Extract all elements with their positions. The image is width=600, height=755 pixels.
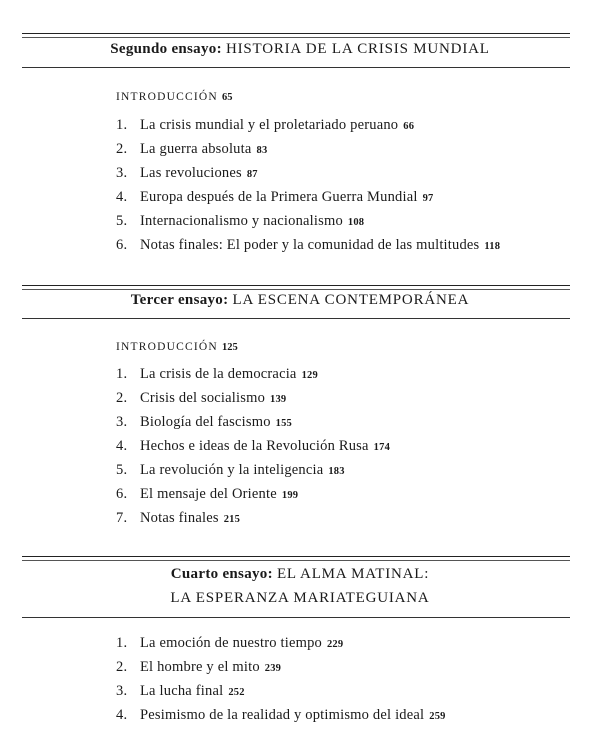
toc-entry xyxy=(116,237,500,254)
toc-entry xyxy=(116,189,433,206)
section-label: Tercer ensayo: xyxy=(130,292,229,308)
toc-number: 2. xyxy=(116,390,128,406)
toc-entry xyxy=(116,165,258,182)
section-bottom-rule xyxy=(22,318,570,319)
toc-entry xyxy=(116,438,390,455)
section-title: HISTORIA DE LA CRISIS MUNDIAL xyxy=(225,41,490,57)
toc-title: Las revoluciones xyxy=(140,165,242,181)
toc-title: Notas finales xyxy=(140,510,219,526)
toc-title: La guerra absoluta xyxy=(140,141,252,157)
intro-entry xyxy=(116,341,238,353)
toc-page: 83 xyxy=(256,145,268,156)
toc-page: 229 xyxy=(326,639,344,650)
toc-number: 5. xyxy=(116,462,128,478)
toc-entry xyxy=(116,117,414,134)
toc-page: 87 xyxy=(246,169,258,180)
toc-number: 7. xyxy=(116,510,128,526)
toc-page: 97 xyxy=(422,193,434,204)
toc-title: Europa después de la Primera Guerra Mundial xyxy=(140,189,418,205)
toc-title: Biología del fascismo xyxy=(140,414,271,430)
toc-number: 2. xyxy=(116,659,128,675)
toc-title: Crisis del socialismo xyxy=(140,390,266,406)
toc-title: Hechos e ideas de la Revolución Rusa xyxy=(140,438,369,454)
toc-title: La emoción de nuestro tiempo xyxy=(140,635,322,651)
toc-title: La crisis mundial y el proletariado peruano xyxy=(140,117,399,133)
toc-entry xyxy=(116,486,298,503)
intro-label: INTRODUCCIÓN xyxy=(116,341,218,353)
section-title-line2: LA ESPERANZA MARIATEGUIANA xyxy=(170,590,430,606)
toc-title: Pesimismo de la realidad y optimismo del ideal xyxy=(140,707,425,723)
toc-number: 4. xyxy=(116,438,128,454)
toc-page: 118 xyxy=(484,241,501,252)
toc-page: 139 xyxy=(270,394,287,405)
section-top-rule xyxy=(22,285,570,286)
section-top-rule xyxy=(22,556,570,557)
section-title: EL ALMA MATINAL: xyxy=(276,566,430,582)
section-heading xyxy=(0,566,600,583)
toc-title: La lucha final xyxy=(140,683,224,699)
section-heading xyxy=(0,41,600,58)
toc-title: El hombre y el mito xyxy=(140,659,260,675)
toc-number: 5. xyxy=(116,213,128,229)
toc-title: Internacionalismo y nacionalismo xyxy=(140,213,343,229)
toc-entry xyxy=(116,366,318,383)
toc-number: 6. xyxy=(116,237,128,253)
intro-page: 125 xyxy=(221,342,238,353)
toc-title: La revolución y la inteligencia xyxy=(140,462,324,478)
toc-page: 129 xyxy=(301,370,318,381)
toc-title: La crisis de la democracia xyxy=(140,366,297,382)
toc-entry xyxy=(116,213,364,230)
section-bottom-rule xyxy=(22,617,570,618)
toc-page: 66 xyxy=(403,121,415,132)
toc-page: 108 xyxy=(347,217,365,228)
toc-page: 252 xyxy=(228,687,245,698)
toc-entry xyxy=(116,707,446,724)
toc-number: 4. xyxy=(116,707,128,723)
section-bottom-rule xyxy=(22,67,570,68)
section-top-rule xyxy=(22,33,570,34)
toc-page: 155 xyxy=(275,418,293,429)
toc-number: 3. xyxy=(116,414,128,430)
section-heading xyxy=(0,292,600,309)
section-title: LA ESCENA CONTEMPORÁNEA xyxy=(232,292,470,308)
toc-number: 1. xyxy=(116,635,128,651)
toc-entry xyxy=(116,659,281,676)
toc-entry xyxy=(116,683,245,700)
toc-number: 4. xyxy=(116,189,128,205)
section-subheading xyxy=(0,590,600,607)
section-label: Segundo ensayo: xyxy=(110,41,222,57)
toc-title: Notas finales: El poder y la comunidad de las multitudes xyxy=(140,237,480,253)
toc-entry xyxy=(116,414,292,431)
toc-page: 199 xyxy=(281,490,299,501)
intro-entry xyxy=(116,91,232,103)
toc-title: El mensaje del Oriente xyxy=(140,486,277,502)
toc-entry xyxy=(116,141,267,158)
toc-number: 1. xyxy=(116,366,128,382)
toc-number: 3. xyxy=(116,165,128,181)
toc-number: 3. xyxy=(116,683,128,699)
toc-entry xyxy=(116,510,240,527)
toc-entry xyxy=(116,390,286,407)
toc-page: 259 xyxy=(429,711,446,722)
toc-page: 215 xyxy=(223,514,241,525)
intro-label: INTRODUCCIÓN xyxy=(116,91,218,103)
toc-entry xyxy=(116,462,345,479)
section-label: Cuarto ensayo: xyxy=(170,566,273,582)
toc-number: 1. xyxy=(116,117,128,133)
toc-page: 239 xyxy=(264,663,282,674)
toc-number: 2. xyxy=(116,141,128,157)
toc-page: 174 xyxy=(373,442,391,453)
intro-page: 65 xyxy=(221,92,233,103)
toc-number: 6. xyxy=(116,486,128,502)
toc-entry xyxy=(116,635,343,652)
toc-page: 183 xyxy=(328,466,345,477)
